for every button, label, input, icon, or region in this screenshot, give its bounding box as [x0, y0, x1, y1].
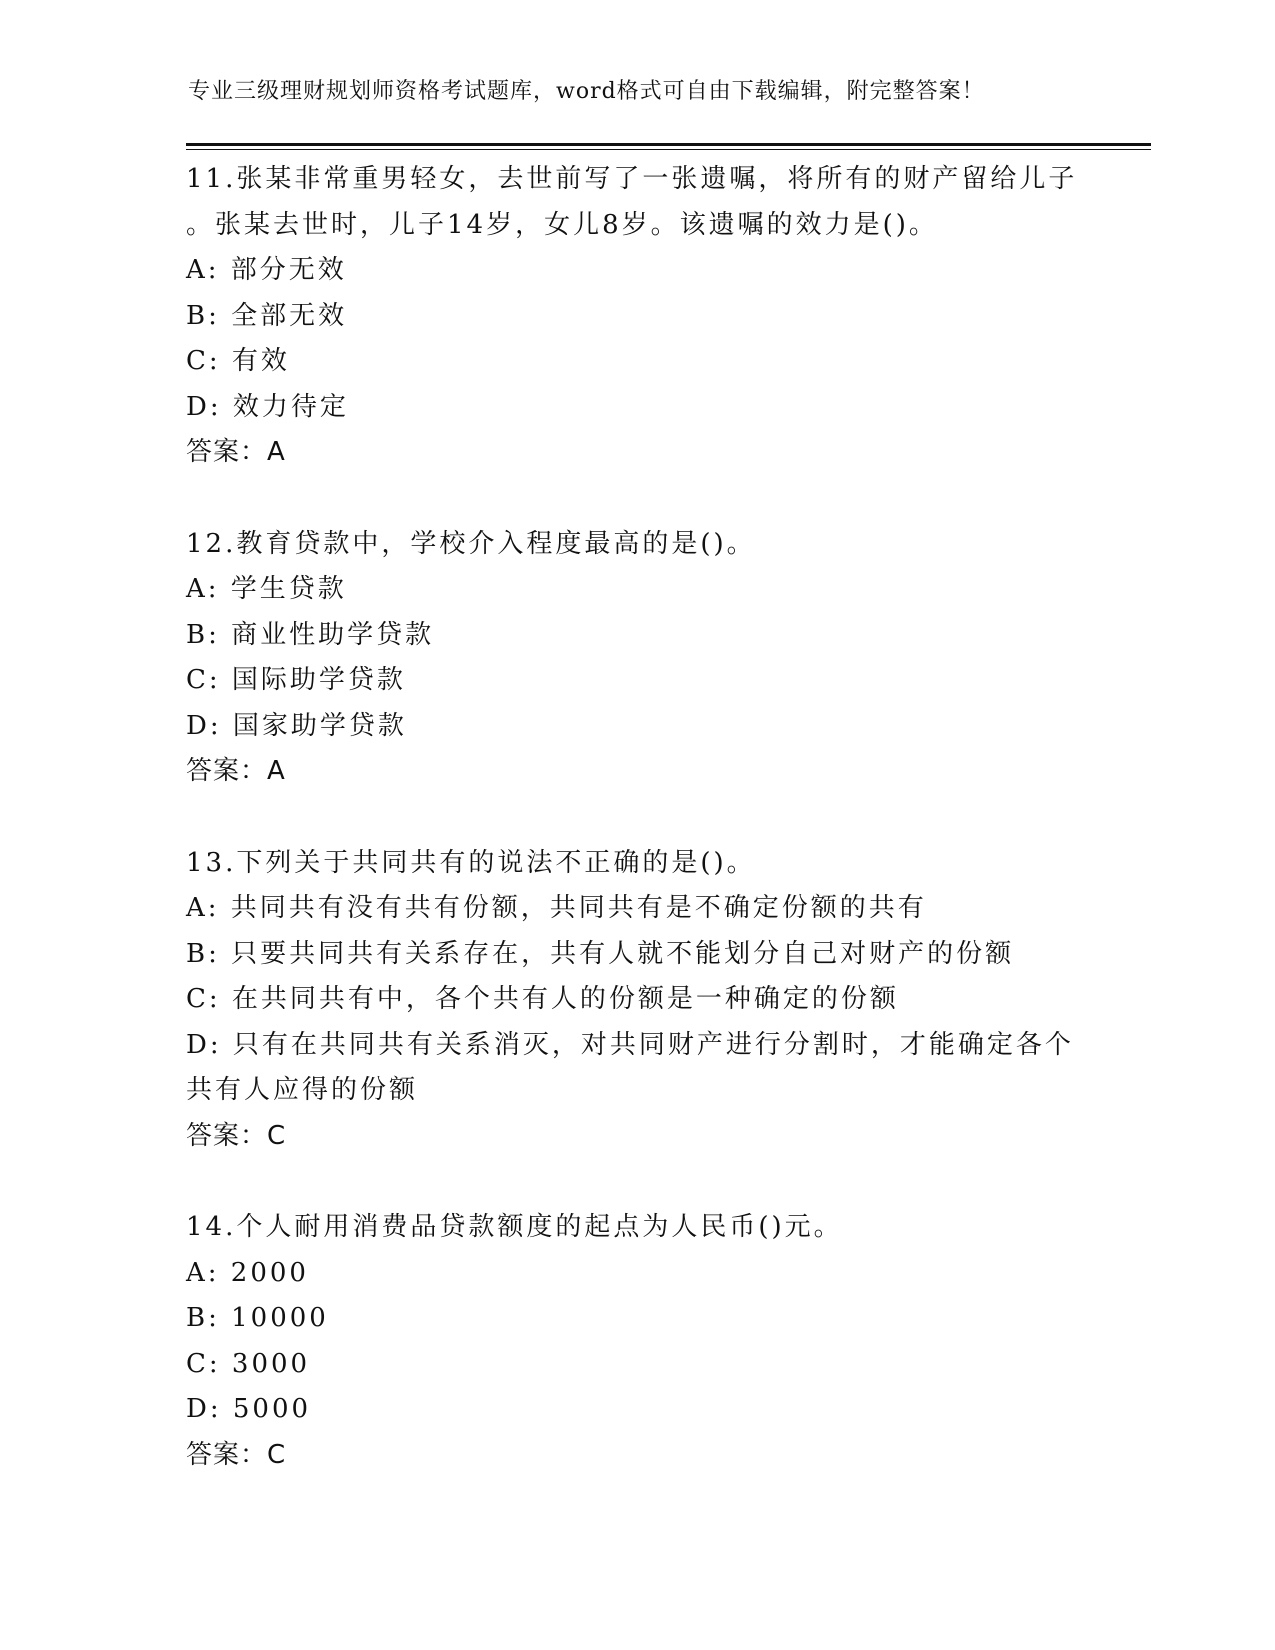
- option-c: C: 有效: [186, 346, 290, 376]
- option-a: A: 共同共有没有共有份额，共同共有是不确定份额的共有: [186, 893, 927, 923]
- question-stem: 13.下列关于共同共有的说法不正确的是()。: [186, 847, 756, 878]
- option-d: D: 效力待定: [186, 391, 349, 422]
- option-c: C: 3000: [186, 1348, 311, 1379]
- option-a: A: 2000: [186, 1257, 309, 1288]
- answer: 答案：C: [186, 1439, 287, 1470]
- option-d: D: 5000: [186, 1394, 312, 1424]
- option-b: B: 10000: [186, 1303, 329, 1333]
- option-b: B: 全部无效: [186, 300, 348, 331]
- page-header: 专业三级理财规划师资格考试题库，word格式可自由下载编辑，附完整答案！: [188, 79, 985, 104]
- option-d: D: 国家助学贷款: [186, 710, 407, 741]
- question-11: [186, 157, 1086, 476]
- question-stem: 12.教育贷款中，学校介入程度最高的是()。: [186, 528, 756, 559]
- option-d-continued: 共有人应得的份额: [186, 1075, 419, 1105]
- question-12: [186, 522, 1086, 795]
- answer: 答案：C: [186, 1120, 287, 1151]
- option-c: C: 国际助学贷款: [186, 665, 406, 695]
- option-b: B: 商业性助学贷款: [186, 619, 435, 650]
- question-list: [186, 157, 1086, 1524]
- question-stem: 14.个人耐用消费品贷款额度的起点为人民币()元。: [186, 1212, 843, 1242]
- answer: 答案：A: [186, 437, 286, 467]
- question-13: [186, 841, 1086, 1160]
- question-stem: 。张某去世时，儿子14岁，女儿8岁。该遗嘱的效力是()。: [186, 209, 938, 240]
- option-a: A: 部分无效: [186, 255, 347, 285]
- option-a: A: 学生贷款: [186, 574, 347, 604]
- header-rule-thin: [186, 149, 1151, 150]
- answer: 答案：A: [186, 756, 286, 786]
- option-b: B: 只要共同共有关系存在，共有人就不能划分自己对财产的份额: [186, 938, 1015, 969]
- option-d: D: 只有在共同共有关系消灭，对共同财产进行分割时，才能确定各个: [186, 1029, 1074, 1060]
- question-14: [186, 1205, 1086, 1478]
- option-c: C: 在共同共有中，各个共有人的份额是一种确定的份额: [186, 984, 899, 1014]
- header-rule-thick: [186, 143, 1151, 146]
- question-stem: 11.张某非常重男轻女，去世前写了一张遗嘱，将所有的财产留给儿子: [186, 164, 1078, 194]
